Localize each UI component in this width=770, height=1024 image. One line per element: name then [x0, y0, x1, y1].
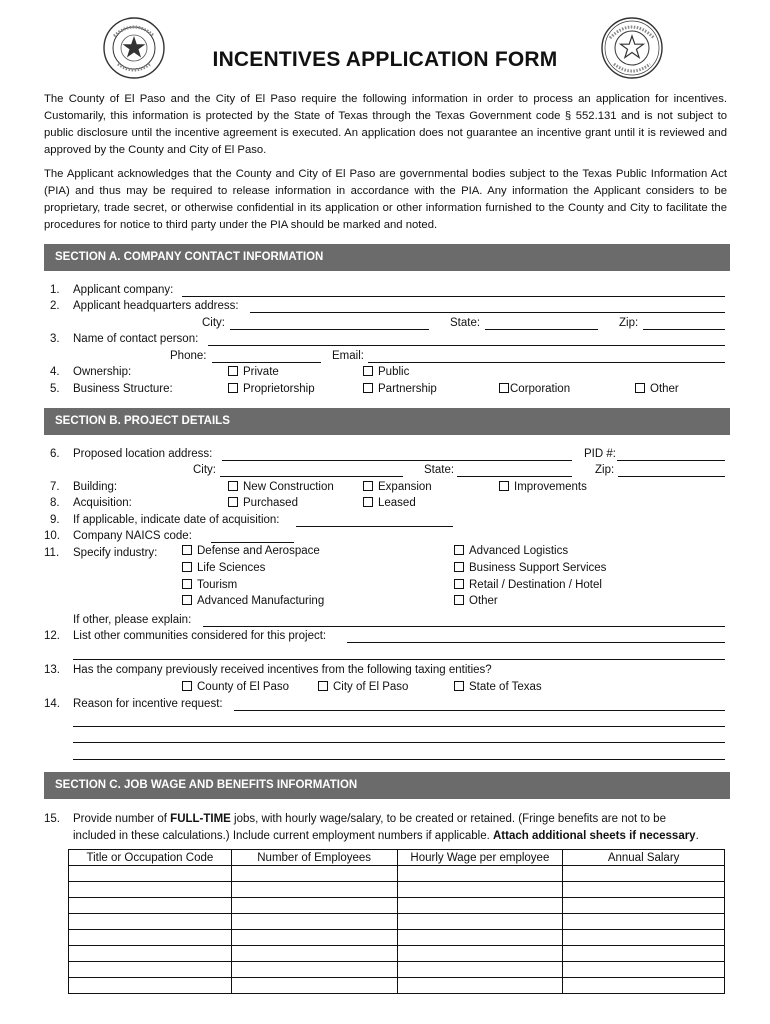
email-field[interactable]: [368, 362, 725, 363]
q14-label: Reason for incentive request:: [73, 698, 223, 710]
table-row: [69, 898, 725, 914]
hq-address-field[interactable]: [250, 312, 725, 313]
q14-number: 14.: [44, 698, 60, 710]
q4-label: Ownership:: [73, 366, 132, 378]
prior-incentive-state-checkbox[interactable]: State of Texas: [454, 679, 542, 695]
building-new-construction-checkbox[interactable]: New Construction: [228, 479, 334, 495]
table-row: [69, 930, 725, 946]
table-cell[interactable]: [69, 930, 232, 946]
incentive-reason-field[interactable]: [234, 710, 725, 711]
table-cell[interactable]: [231, 978, 397, 994]
phone-field[interactable]: [212, 362, 321, 363]
q2-label: Applicant headquarters address:: [73, 300, 239, 312]
table-cell[interactable]: [69, 898, 232, 914]
table-row: [69, 866, 725, 882]
other-communities-line-2[interactable]: [73, 659, 725, 660]
table-row: [69, 914, 725, 930]
q11-label: Specify industry:: [73, 547, 158, 559]
industry-other-label: If other, please explain:: [73, 614, 192, 626]
form-title: INCENTIVES APPLICATION FORM: [212, 48, 558, 71]
table-cell[interactable]: [231, 946, 397, 962]
table-cell[interactable]: [563, 914, 725, 930]
table-row: [69, 946, 725, 962]
q1-label: Applicant company:: [73, 284, 174, 296]
table-cell[interactable]: [231, 866, 397, 882]
hq-state-field[interactable]: [485, 329, 598, 330]
industry-other-checkbox[interactable]: Other: [454, 595, 498, 607]
table-cell[interactable]: [563, 882, 725, 898]
prior-incentive-city-checkbox[interactable]: City of El Paso: [318, 679, 408, 695]
building-improvements-checkbox[interactable]: Improvements: [499, 479, 587, 495]
table-cell[interactable]: [69, 882, 232, 898]
jobs-table: [68, 849, 725, 994]
q7-number: 7.: [50, 481, 60, 493]
q13-number: 13.: [44, 664, 60, 676]
jobs-table-header-row: [69, 850, 725, 866]
table-cell[interactable]: [397, 946, 563, 962]
industry-life-sciences-checkbox[interactable]: Life Sciences: [182, 562, 265, 574]
table-cell[interactable]: [563, 898, 725, 914]
section-a-header: SECTION A. COMPANY CONTACT INFORMATION: [44, 244, 730, 271]
table-cell[interactable]: [563, 962, 725, 978]
industry-advanced-logistics-checkbox[interactable]: Advanced Logistics: [454, 545, 568, 557]
q8-label: Acquisition:: [73, 497, 132, 509]
q9-number: 9.: [50, 514, 60, 526]
applicant-company-field[interactable]: [182, 296, 725, 297]
table-cell[interactable]: [397, 930, 563, 946]
ownership-public-checkbox[interactable]: Public: [363, 364, 409, 380]
col-header-employees: Number of Employees: [231, 850, 397, 866]
table-row: [69, 978, 725, 994]
q2-number: 2.: [50, 300, 60, 312]
prior-incentive-county-checkbox[interactable]: County of El Paso: [182, 679, 289, 695]
table-cell[interactable]: [69, 962, 232, 978]
intro-paragraph-2: The Applicant acknowledges that the County and City of El Paso are governmental bodies subject to the Texas Public Information Act (PIA) and thus may be required to release information in accordance with the PIA. Any information the Applicant considers to be proprietary, trade secret, or otherwise confidential in its application or other information furnished to the County and City to facilitate the procedures for notice to third party under the PIA should be marked and noted.: [44, 168, 727, 231]
section-c-header: SECTION C. JOB WAGE AND BENEFITS INFORMATION: [44, 772, 730, 799]
table-cell[interactable]: [397, 882, 563, 898]
q12-label: List other communities considered for this project:: [73, 630, 327, 642]
table-row: [69, 962, 725, 978]
contact-person-field[interactable]: [208, 345, 725, 346]
phone-label: Phone:: [170, 350, 207, 362]
other-communities-field[interactable]: [347, 642, 725, 643]
pid-label: PID #:: [584, 448, 616, 460]
q4-number: 4.: [50, 366, 60, 378]
q8-number: 8.: [50, 497, 60, 509]
structure-corporation-checkbox[interactable]: Corporation: [499, 381, 570, 397]
pid-field[interactable]: [617, 460, 725, 461]
q6-number: 6.: [50, 448, 60, 460]
table-cell[interactable]: [397, 866, 563, 882]
q11-number: 11.: [44, 547, 60, 559]
ownership-private-checkbox[interactable]: Private: [228, 364, 279, 380]
table-cell[interactable]: [397, 914, 563, 930]
location-state-label: State:: [424, 464, 455, 476]
q13-label: Has the company previously received incentives from the following taxing entities?: [73, 664, 492, 676]
q7-label: Building:: [73, 481, 118, 493]
building-expansion-checkbox[interactable]: Expansion: [363, 479, 432, 495]
hq-state-label: State:: [450, 317, 481, 329]
structure-other-checkbox[interactable]: Other: [635, 381, 679, 397]
table-cell[interactable]: [69, 914, 232, 930]
q9-label: If applicable, indicate date of acquisition:: [73, 514, 280, 526]
industry-other-field[interactable]: [203, 626, 725, 627]
industry-defense-aerospace-checkbox[interactable]: Defense and Aerospace: [182, 545, 320, 557]
q10-number: 10.: [44, 530, 60, 542]
table-cell[interactable]: [69, 946, 232, 962]
table-cell[interactable]: [563, 946, 725, 962]
structure-partnership-checkbox[interactable]: Partnership: [363, 381, 437, 397]
table-cell[interactable]: [231, 882, 397, 898]
email-label: Email:: [332, 350, 364, 362]
q15-number: 15.: [44, 813, 60, 825]
industry-business-support-checkbox[interactable]: Business Support Services: [454, 562, 606, 574]
hq-zip-label: Zip:: [619, 317, 639, 329]
location-zip-label: Zip:: [595, 464, 615, 476]
table-cell[interactable]: [563, 978, 725, 994]
industry-retail-destination-hotel-checkbox[interactable]: Retail / Destination / Hotel: [454, 579, 602, 591]
table-cell[interactable]: [563, 930, 725, 946]
incentive-reason-line-4[interactable]: [73, 759, 725, 760]
table-cell[interactable]: [397, 962, 563, 978]
acquisition-date-field[interactable]: [296, 526, 453, 527]
incentive-reason-line-3[interactable]: [73, 742, 725, 743]
col-header-title: Title or Occupation Code: [69, 850, 232, 866]
hq-city-field[interactable]: [230, 329, 429, 330]
q1-number: 1.: [50, 284, 60, 296]
table-cell[interactable]: [397, 898, 563, 914]
table-row: [69, 882, 725, 898]
intro-paragraph-1: The County of El Paso and the City of El Paso require the following information in order to process an application for incentives. Customarily, this information is protected by the State of Texas through the Texas Government code § 552.131 and is not subject to public disclosure until the incentive agreement is executed. An application does not guarantee an incentive grant until it is reviewed and approved by the County and City of El Paso.: [44, 93, 727, 156]
col-header-annual-salary: Annual Salary: [563, 850, 725, 866]
location-city-label: City:: [193, 464, 216, 476]
acquisition-leased-checkbox[interactable]: Leased: [363, 495, 416, 511]
q5-number: 5.: [50, 383, 60, 395]
table-cell[interactable]: [231, 930, 397, 946]
q12-number: 12.: [44, 630, 60, 642]
hq-zip-field[interactable]: [643, 329, 725, 330]
table-cell[interactable]: [231, 914, 397, 930]
table-cell[interactable]: [563, 866, 725, 882]
hq-city-label: City:: [202, 317, 225, 329]
location-state-field[interactable]: [457, 476, 572, 477]
q3-number: 3.: [50, 333, 60, 345]
table-cell[interactable]: [397, 978, 563, 994]
naics-code-field[interactable]: [211, 542, 294, 543]
incentive-reason-line-2[interactable]: [73, 726, 725, 727]
industry-tourism-checkbox[interactable]: Tourism: [182, 579, 237, 591]
q3-label: Name of contact person:: [73, 333, 199, 345]
table-cell[interactable]: [69, 866, 232, 882]
table-cell[interactable]: [231, 898, 397, 914]
acquisition-purchased-checkbox[interactable]: Purchased: [228, 495, 298, 511]
col-header-hourly-wage: Hourly Wage per employee: [397, 850, 563, 866]
q15-text-line-1: Provide number of FULL-TIME jobs, with hourly wage/salary, to be created or retained. (Fringe benefits are not to be: [73, 813, 666, 825]
q5-label: Business Structure:: [73, 383, 173, 395]
location-city-field[interactable]: [220, 476, 403, 477]
location-zip-field[interactable]: [618, 476, 725, 477]
q10-label: Company NAICS code:: [73, 530, 192, 542]
q15-text-line-2: included in these calculations.) Include current employment numbers if applicable. Attach additional sheets if necessary.: [73, 830, 699, 842]
q6-label: Proposed location address:: [73, 448, 213, 460]
table-cell[interactable]: [231, 962, 397, 978]
industry-advanced-manufacturing-checkbox[interactable]: Advanced Manufacturing: [182, 595, 324, 607]
location-address-field[interactable]: [222, 460, 572, 461]
table-cell[interactable]: [69, 978, 232, 994]
section-b-header: SECTION B. PROJECT DETAILS: [44, 408, 730, 435]
structure-proprietorship-checkbox[interactable]: Proprietorship: [228, 381, 315, 397]
